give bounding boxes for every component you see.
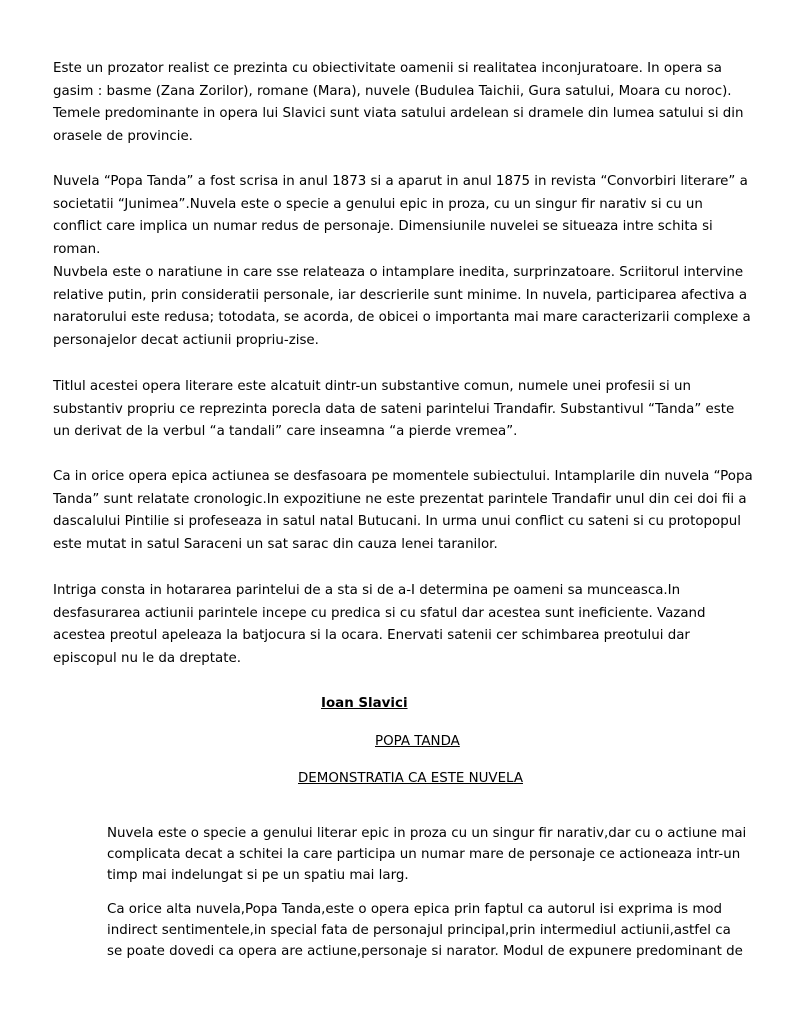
demonstration-paragraph-1: Nuvela este o specie a genului literar epic in proza cu un singur fir narativ,dar cu o actiune mai complicata decat a schitei la care participa un numar mare de personaje ce actioneaza intr-un timp mai indelungat si pe un spatiu mai larg.	[107, 826, 747, 883]
demonstration-paragraph-2: Ca orice alta nuvela,Popa Tanda,este o opera epica prin faptul ca autorul isi exprima is mod indirect sentimentele,in special fata de personajul principal,prin intermediul actiunii,astfel ca se poate dovedi ca opera are actiune,personaje si narator. Modul de expunere predominant de	[107, 902, 743, 959]
paragraph-publication: Nuvela “Popa Tanda” a fost scrisa in anul 1873 si a aparut in anul 1875 in revista “Convorbiri literare” a societatii “Junimea”.Nuvela este o specie a genului epic in proza, cu un singur fir narativ si cu un conflict care implica un numar redus de personaje. Dimensiunile nuvelei se situeaza intre schita si roman.	[53, 174, 748, 257]
paragraph-intro: Este un prozator realist ce prezinta cu obiectivitate oamenii si realitatea inconjuratoare. In opera sa gasim : basme (Zana Zorilor), romane (Mara), nuvele (Budulea Taichii, Gura satului, Moara cu noroc). Temele predominante in opera lui Slavici sunt viata satului ardelean si dramele din lumea satului si din orasele de provincie.	[53, 61, 744, 144]
author-heading: Ioan Slavici	[321, 696, 408, 711]
paragraph-exposition: Ca in orice opera epica actiunea se desfasoara pe momentele subiectului. Intamplarile din nuvela “Popa Tanda” sunt relatate cronologic.In expozitiune ne este prezentat parintele Trandafir unul din cei doi fii a dascalului Pintilie si profeseaza in satul natal Butucani. In urma unui conflict cu sateni si cu protopopul este mutat in satul Saraceni un sat sarac din cauza lenei taranilor.	[53, 469, 753, 552]
paragraph-intrigue: Intriga consta in hotararea parintelui de a sta si de a-I determina pe oameni sa munceasca.In desfasurarea actiunii parintele incepe cu predica si cu sfatul dar acestea sunt ineficiente. Vazand acestea preotul apeleaza la batjocura si la ocara. Enervati satenii cer schimbarea preotului dar episcopul nu le da dreptate.	[53, 583, 706, 666]
paragraph-definition: Nuvbela este o naratiune in care sse relateaza o intamplare inedita, surprinzatoare. Scriitorul intervine relative putin, prin consideratii personale, iar descrierile sunt minime. In nuvela, participarea afectiva a naratorului este redusa; totodata, se acorda, de obicei o importanta mai mare caracterizarii complexe a personajelor decat actiunii propriu-zise.	[53, 265, 751, 348]
title-heading: POPA TANDA	[375, 734, 460, 749]
paragraph-title-analysis: Titlul acestei opera literare este alcatuit dintr-un substantive comun, numele unei profesii si un substantiv propriu ce reprezinta porecla data de sateni parintelui Trandafir. Substantivul “Tanda” este un derivat de la verbul “a tandali” care inseamna “a pierde vremea”.	[53, 379, 735, 440]
subtitle-heading: DEMONSTRATIA CA ESTE NUVELA	[298, 771, 523, 786]
